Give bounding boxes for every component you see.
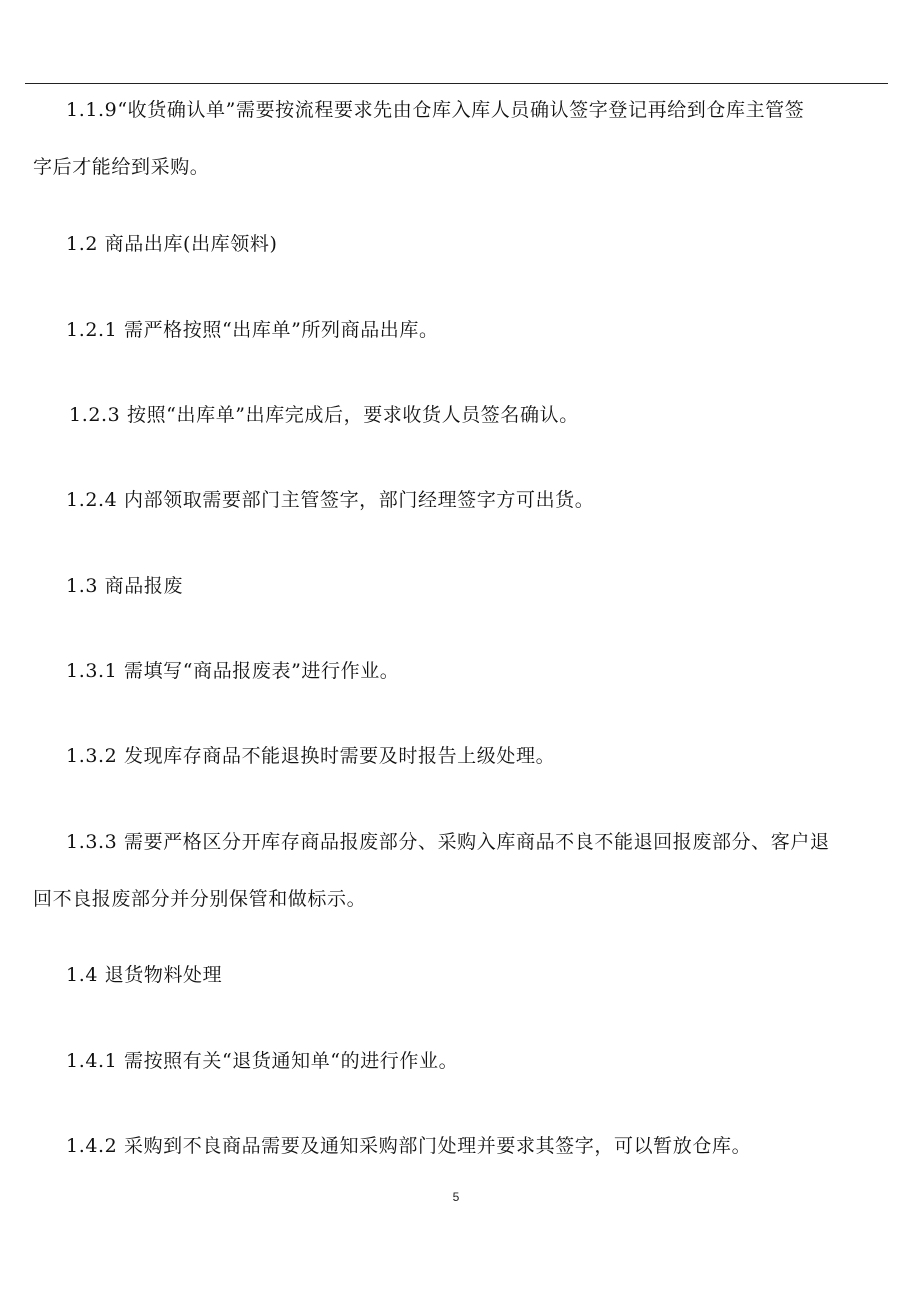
paragraph-1-3-3 bbox=[33, 819, 830, 923]
paragraph-line: 1.1.9“收货确认单”需要按流程要求先由仓库入库人员确认签字登记再给到仓库主管签 bbox=[66, 99, 805, 121]
paragraph-line: 字后才能给到采购。 bbox=[33, 156, 210, 178]
paragraph-line: 1.3.3 需要严格区分开库存商品报废部分、采购入库商品不良不能退回报废部分、客户退 bbox=[66, 831, 830, 853]
paragraph-1-3-1: 1.3.1 需填写“商品报废表”进行作业。 bbox=[66, 660, 400, 682]
paragraph-1-4-1: 1.4.1 需按照有关“退货通知单“的进行作业。 bbox=[66, 1050, 459, 1072]
paragraph-1-2-3: 1.2.3 按照“出库单”出库完成后，要求收货人员签名确认。 bbox=[69, 404, 579, 426]
paragraph-line: 回不良报废部分并分别保管和做标示。 bbox=[33, 888, 367, 910]
paragraph-1-2-4: 1.2.4 内部领取需要部门主管签字，部门经理签字方可出货。 bbox=[66, 489, 595, 511]
paragraph-1-4-2: 1.4.2 采购到不良商品需要及通知采购部门处理并要求其签字，可以暂放仓库。 bbox=[66, 1135, 752, 1157]
paragraph-1-3-2: 1.3.2 发现库存商品不能退换时需要及时报告上级处理。 bbox=[66, 745, 556, 767]
heading-1-4: 1.4 退货物料处理 bbox=[66, 964, 223, 986]
heading-1-2: 1.2 商品出库(出库领料) bbox=[66, 233, 278, 255]
header-rule bbox=[25, 83, 888, 84]
paragraph-1-1-9 bbox=[33, 87, 804, 191]
paragraph-1-2-1: 1.2.1 需严格按照“出库单”所列商品出库。 bbox=[66, 319, 439, 341]
heading-1-3: 1.3 商品报废 bbox=[66, 575, 184, 597]
page-number: 5 bbox=[452, 1190, 460, 1204]
